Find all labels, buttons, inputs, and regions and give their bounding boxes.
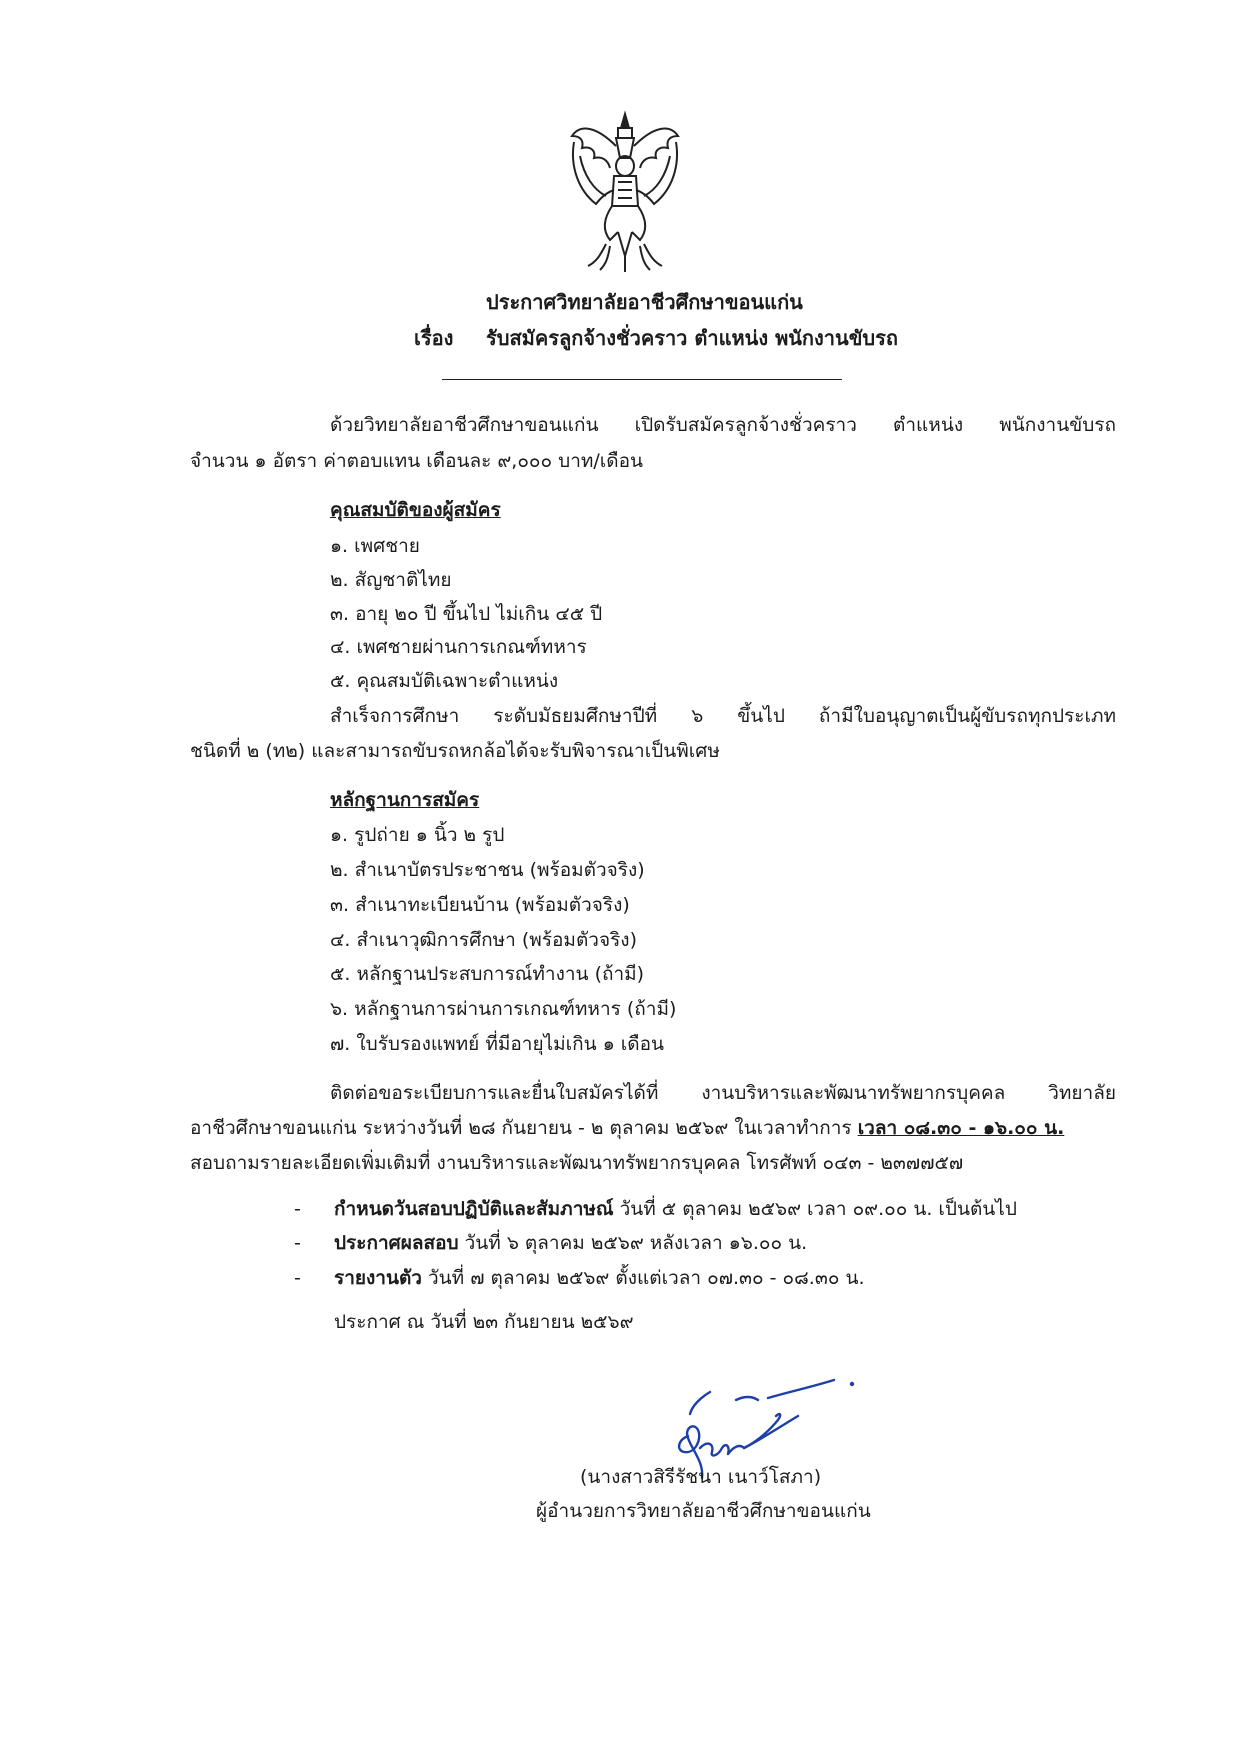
document-title: ประกาศวิทยาลัยอาชีวศึกษาขอนแก่น bbox=[486, 290, 803, 314]
qualification-item: ๕. คุณสมบัติเฉพาะตำแหน่ง bbox=[330, 670, 559, 692]
schedule-item-exam bbox=[334, 1196, 1017, 1222]
document-item: ๔. สำเนาวุฒิการศึกษา (พร้อมตัวจริง) bbox=[330, 929, 637, 951]
document-item: ๗. ใบรับรองแพทย์ ที่มีอายุไม่เกิน ๑ เดือน bbox=[330, 1033, 665, 1055]
schedule-detail: วันที่ ๗ ตุลาคม ๒๕๖๙ ตั้งแต่เวลา ๐๗.๓๐ - ๐๘.๓๐ น. bbox=[421, 1267, 865, 1289]
schedule-dash: - bbox=[294, 1232, 301, 1254]
qualification-item: ๔. เพศชายผ่านการเกณฑ์ทหาร bbox=[330, 636, 587, 658]
qualification-item: ๒. สัญชาติไทย bbox=[330, 569, 452, 591]
contact-word: ติดต่อขอระเบียบการและยื่นใบสมัครได้ที่ bbox=[330, 1082, 659, 1104]
specific-word: ระดับมัธยมศึกษาปีที่ bbox=[493, 705, 658, 727]
schedule-label: กำหนดวันสอบปฏิบัติและสัมภาษณ์ bbox=[334, 1198, 614, 1220]
specific-word: ๖ bbox=[691, 705, 704, 727]
contact-dates: อาชีวศึกษาขอนแก่น ระหว่างวันที่ ๒๘ กันยายน - ๒ ตุลาคม ๒๕๖๙ ในเวลาทำการ bbox=[190, 1117, 852, 1139]
schedule-detail: วันที่ ๕ ตุลาคม ๒๕๖๙ เวลา ๐๙.๐๐ น. เป็นต้นไป bbox=[613, 1198, 1017, 1220]
contact-line-1 bbox=[330, 1080, 1116, 1106]
document-item: ๖. หลักฐานการผ่านการเกณฑ์ทหาร (ถ้ามี) bbox=[330, 998, 677, 1020]
announcement-date: ประกาศ ณ วันที่ ๒๓ กันยายน ๒๕๖๙ bbox=[334, 1311, 634, 1333]
signatory-name: (นางสาวสิรีรัชนา เนาว์โสภา) bbox=[580, 1466, 822, 1488]
signatory-position: ผู้อำนวยการวิทยาลัยอาชีวศึกษาขอนแก่น bbox=[536, 1500, 871, 1522]
intro-line-1 bbox=[330, 412, 1116, 438]
schedule-item-results bbox=[334, 1230, 807, 1256]
specific-word: สำเร็จการศึกษา bbox=[330, 705, 460, 727]
intro-word: ด้วยวิทยาลัยอาชีวศึกษาขอนแก่น bbox=[330, 414, 599, 436]
document-item: ๕. หลักฐานประสบการณ์ทำงาน (ถ้ามี) bbox=[330, 963, 645, 985]
garuda-emblem-icon bbox=[566, 106, 684, 276]
specific-word: ขึ้นไป bbox=[737, 705, 785, 727]
specific-qualification-line-1 bbox=[330, 703, 1116, 729]
specific-word: ถ้ามีใบอนุญาตเป็นผู้ขับรถทุกประเภท bbox=[818, 705, 1116, 727]
documents-heading: หลักฐานการสมัคร bbox=[330, 789, 480, 811]
intro-line-2: จำนวน ๑ อัตรา ค่าตอบแทน เดือนละ ๙,๐๐๐ บาท/เดือน bbox=[190, 450, 644, 472]
office-hours: เวลา ๐๘.๓๐ - ๑๖.๐๐ น. bbox=[857, 1117, 1065, 1139]
schedule-label: รายงานตัว bbox=[334, 1267, 422, 1289]
specific-qualification-line-2: ชนิดที่ ๒ (ท๒) และสามารถขับรถหกล้อได้จะรับพิจารณาเป็นพิเศษ bbox=[190, 740, 720, 762]
document-item: ๑. รูปถ่าย ๑ นิ้ว ๒ รูป bbox=[330, 824, 505, 846]
contact-word: งานบริหารและพัฒนาทรัพยากรบุคคล bbox=[701, 1082, 1006, 1104]
intro-word: เปิดรับสมัครลูกจ้างชั่วคราว bbox=[634, 414, 857, 436]
contact-line-2 bbox=[190, 1115, 1064, 1141]
schedule-item-report bbox=[334, 1265, 865, 1291]
qualifications-heading: คุณสมบัติของผู้สมัคร bbox=[330, 499, 501, 521]
contact-word: วิทยาลัย bbox=[1048, 1082, 1116, 1104]
qualification-item: ๓. อายุ ๒๐ ปี ขึ้นไป ไม่เกิน ๔๕ ปี bbox=[330, 603, 603, 625]
schedule-detail: วันที่ ๖ ตุลาคม ๒๕๖๙ หลังเวลา ๑๖.๐๐ น. bbox=[458, 1232, 808, 1254]
subject-label: เรื่อง bbox=[414, 326, 454, 350]
document-item: ๓. สำเนาทะเบียนบ้าน (พร้อมตัวจริง) bbox=[330, 894, 630, 916]
schedule-dash: - bbox=[294, 1267, 301, 1289]
title-divider bbox=[442, 379, 842, 380]
qualification-item: ๑. เพศชาย bbox=[330, 535, 420, 557]
schedule-label: ประกาศผลสอบ bbox=[334, 1232, 459, 1254]
document-subject bbox=[414, 325, 898, 351]
contact-line-3: สอบถามรายละเอียดเพิ่มเติมที่ งานบริหารและพัฒนาทรัพยากรบุคคล โทรศัพท์ ๐๔๓ - ๒๓๗๗๕๗ bbox=[190, 1152, 964, 1174]
document-item: ๒. สำเนาบัตรประชาชน (พร้อมตัวจริง) bbox=[330, 859, 645, 881]
schedule-dash: - bbox=[294, 1198, 301, 1220]
subject-text: รับสมัครลูกจ้างชั่วคราว ตำแหน่ง พนักงานขับรถ bbox=[486, 326, 898, 350]
intro-word: ตำแหน่ง bbox=[893, 414, 964, 436]
intro-word: พนักงานขับรถ bbox=[999, 414, 1116, 436]
